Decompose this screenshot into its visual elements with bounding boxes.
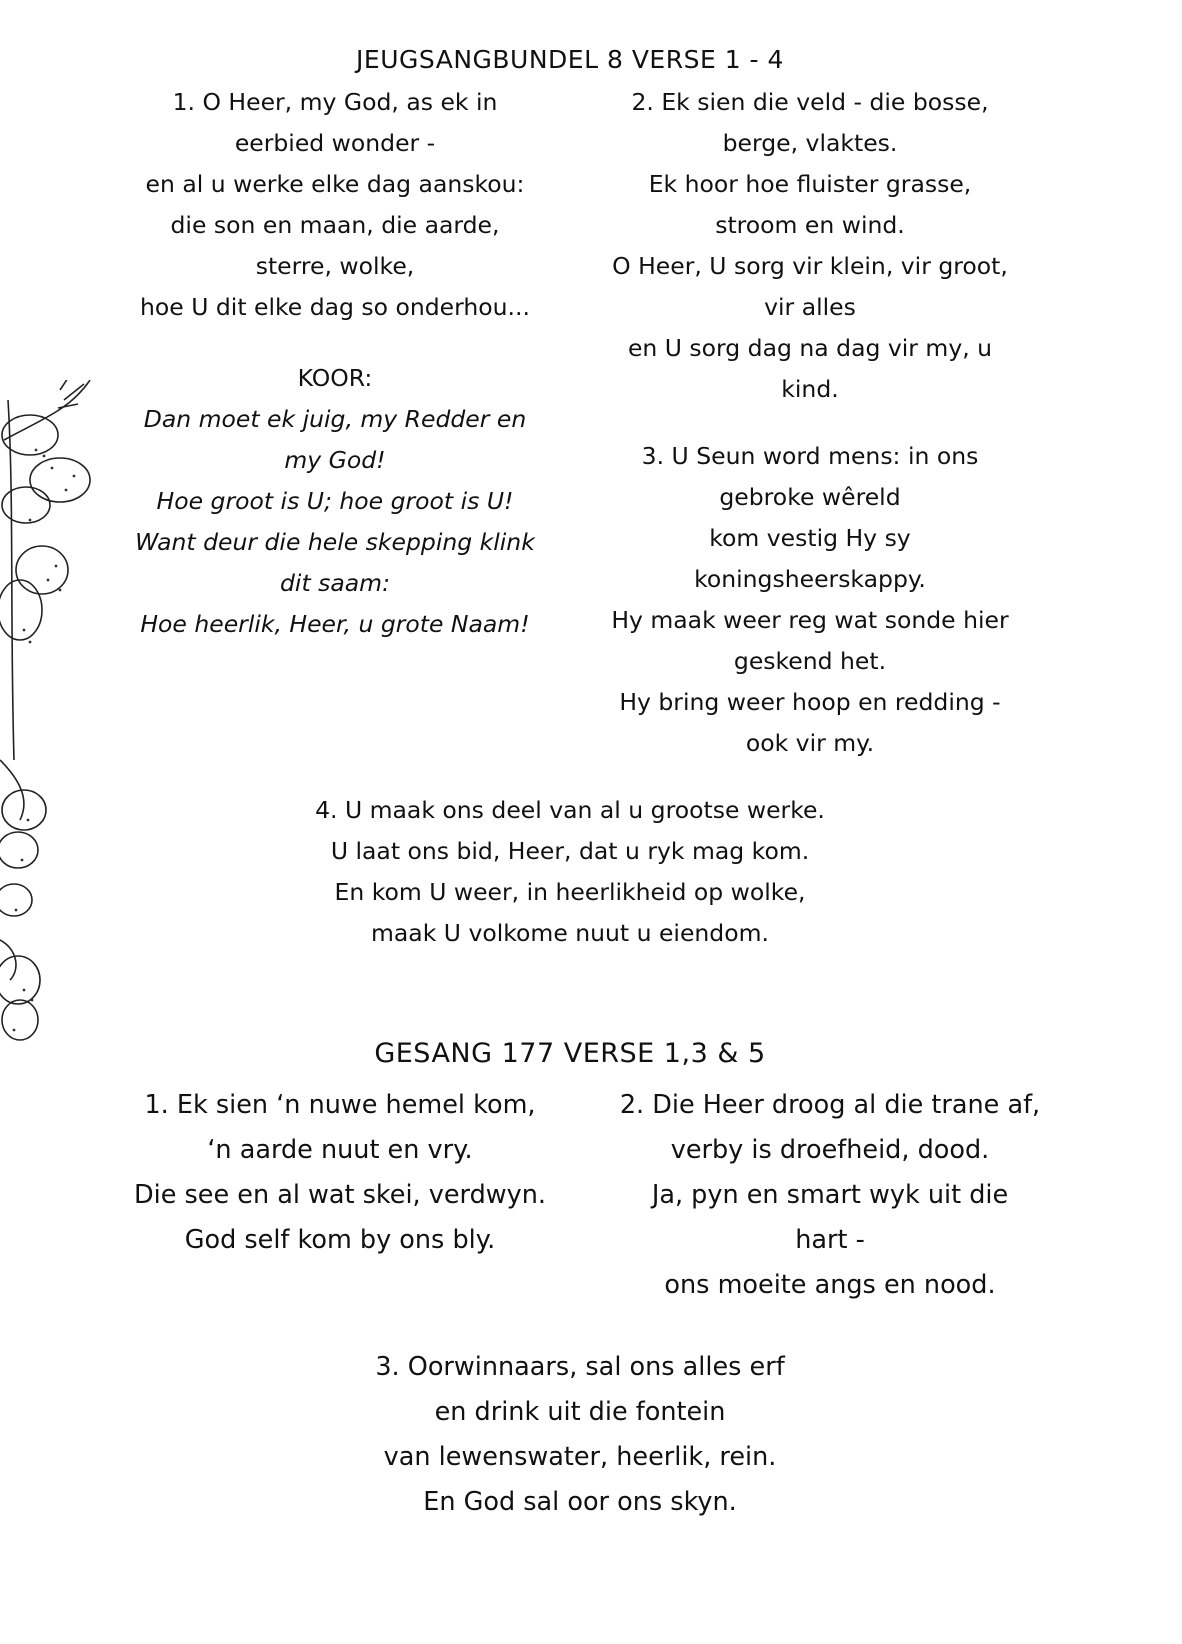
lyric-line: Ek hoor hoe fluister grasse, (648, 170, 972, 198)
section2-verse3 (300, 1345, 860, 1525)
lyric-line: Die see en al wat skei, verdwyn. (134, 1180, 546, 1210)
floral-border-illustration (0, 380, 120, 1150)
lyric-line: 2. Die Heer droog al die trane af, (619, 1090, 1041, 1120)
section2-verse1 (105, 1083, 575, 1263)
lyric-line: ook vir my. (745, 729, 875, 757)
lyric-line: maak U volkome nuut u eiendom. (371, 919, 769, 947)
lyric-line: 3. Oorwinnaars, sal ons alles erf (375, 1352, 785, 1382)
lyric-line: vir alles (764, 293, 856, 321)
lyric-line: eerbied wonder - (234, 129, 436, 157)
lyric-line: berge, vlaktes. (722, 129, 898, 157)
lyric-line: en U sorg dag na dag vir my, u (627, 334, 993, 362)
lyric-line: ‘n aarde nuut en vry. (207, 1135, 473, 1165)
lyric-line: verby is droefheid, dood. (670, 1135, 990, 1165)
lyric-line: hoe U dit elke dag so onderhou... (140, 293, 530, 321)
lyric-line: hart - (795, 1225, 865, 1255)
lyric-line: dit saam: (280, 569, 390, 597)
lyric-line: stroom en wind. (715, 211, 905, 239)
lyric-line: Ja, pyn en smart wyk uit die (651, 1180, 1009, 1210)
lyric-line: die son en maan, die aarde, (170, 211, 500, 239)
lyric-line: 4. U maak ons deel van al u grootse werke. (315, 796, 825, 824)
lyric-line: En kom U weer, in heerlikheid op wolke, (334, 878, 806, 906)
lyric-line: van lewenswater, heerlik, rein. (383, 1442, 777, 1472)
lyric-line: kind. (781, 375, 839, 403)
lyric-line: God self kom by ons bly. (184, 1225, 496, 1255)
lyric-line: Hoe groot is U; hoe groot is U! (156, 487, 514, 515)
lyric-line: sterre, wolke, (255, 252, 415, 280)
lyric-line: ons moeite angs en nood. (664, 1270, 996, 1300)
lyric-line: en al u werke elke dag aanskou: (145, 170, 525, 198)
lyric-line: my God! (284, 446, 386, 474)
lyric-line: geskend het. (733, 647, 887, 675)
lyric-line: En God sal oor ons skyn. (423, 1487, 737, 1517)
lyric-line: Hy maak weer reg wat sonde hier (611, 606, 1009, 634)
section1-verse4 (260, 790, 880, 954)
lyric-line: 1. Ek sien ‘n nuwe hemel kom, (144, 1090, 536, 1120)
lyric-line: 2. Ek sien die veld - die bosse, (631, 88, 989, 116)
lyric-line: koningsheerskappy. (694, 565, 926, 593)
lyric-line: Want deur die hele skepping klink (135, 528, 535, 556)
section1-chorus (110, 358, 560, 645)
lyric-line: en drink uit die fontein (434, 1397, 726, 1427)
section1-verse3 (580, 436, 1040, 764)
lyric-line: gebroke wêreld (719, 483, 901, 511)
section1-verse2 (580, 82, 1040, 410)
section1-verse1 (110, 82, 560, 328)
section2-title: GESANG 177 VERSE 1,3 & 5 (374, 1038, 766, 1069)
lyric-line: Hy bring weer hoop en redding - (619, 688, 1001, 716)
lyric-line: O Heer, U sorg vir klein, vir groot, (612, 252, 1008, 280)
lyric-line: Dan moet ek juig, my Redder en (143, 405, 527, 433)
lyric-line: Hoe heerlik, Heer, u grote Naam! (140, 610, 530, 638)
lyric-line: U laat ons bid, Heer, dat u ryk mag kom. (330, 837, 810, 865)
chorus-heading: KOOR: (297, 364, 373, 392)
lyric-line: kom vestig Hy sy (709, 524, 911, 552)
lyric-line: 3. U Seun word mens: in ons (641, 442, 979, 470)
lyric-line: 1. O Heer, my God, as ek in (172, 88, 498, 116)
section1-title: JEUGSANGBUNDEL 8 VERSE 1 - 4 (356, 45, 784, 74)
section2-verse2 (585, 1083, 1075, 1308)
